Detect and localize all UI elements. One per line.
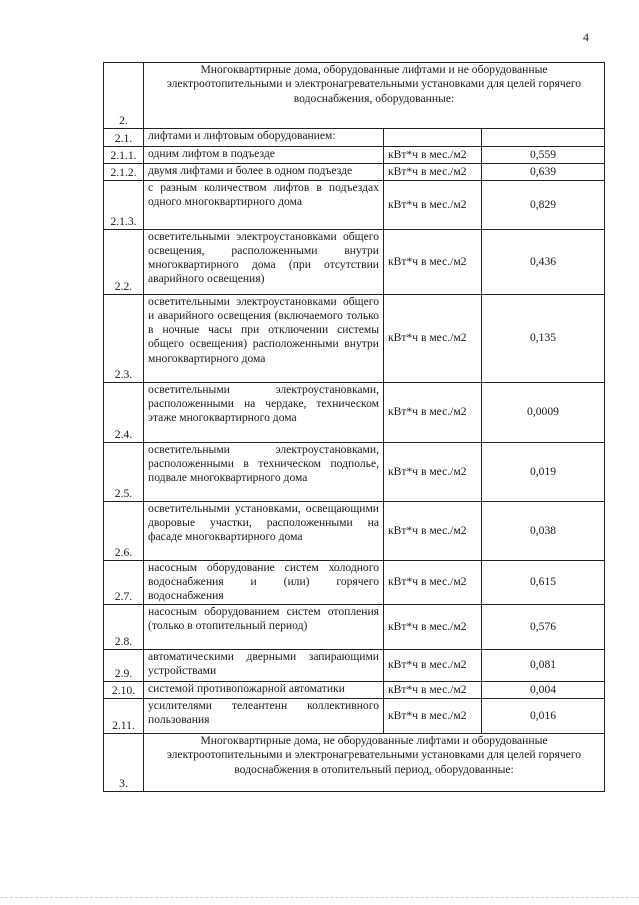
section-header-row bbox=[104, 63, 605, 129]
section-title: Многоквартирные дома, не оборудованные лифтами и оборудованные электроотопительными и электронагревательными установками для целей горячего водоснабжения в отопительный период, оборудованные: bbox=[144, 734, 605, 792]
unit-of-measure: кВт*ч в мес./м2 bbox=[384, 230, 482, 295]
unit-of-measure bbox=[384, 129, 482, 147]
equipment-description: насосным оборудование систем холодного водоснабжения и (или) горячего водоснабжения bbox=[144, 561, 384, 605]
norm-value: 0,576 bbox=[482, 605, 605, 650]
norm-value bbox=[482, 129, 605, 147]
unit-of-measure: кВт*ч в мес./м2 bbox=[384, 164, 482, 181]
unit-of-measure: кВт*ч в мес./м2 bbox=[384, 682, 482, 699]
row-number: 2.8. bbox=[104, 605, 144, 650]
row-number: 2.4. bbox=[104, 383, 144, 443]
table-row bbox=[104, 147, 605, 164]
equipment-description: усилителями телеантенн коллективного пользования bbox=[144, 699, 384, 734]
row-number: 2.1.3. bbox=[104, 181, 144, 230]
norm-value: 0,559 bbox=[482, 147, 605, 164]
scan-edge-line bbox=[0, 897, 639, 898]
unit-of-measure: кВт*ч в мес./м2 bbox=[384, 443, 482, 502]
row-number: 2.9. bbox=[104, 650, 144, 682]
table-row bbox=[104, 502, 605, 561]
section-title: Многоквартирные дома, оборудованные лифтами и не оборудованные электроотопительными и электронагревательными установками для целей горячего водоснабжения, оборудованные: bbox=[144, 63, 605, 129]
norm-value: 0,615 bbox=[482, 561, 605, 605]
section-header-row bbox=[104, 734, 605, 792]
table-row bbox=[104, 605, 605, 650]
norm-value: 0,135 bbox=[482, 295, 605, 383]
norm-value: 0,004 bbox=[482, 682, 605, 699]
row-number: 2.6. bbox=[104, 502, 144, 561]
equipment-description: осветительными электроустановками, расположенными в техническом подполье, подвале многоквартирного дома bbox=[144, 443, 384, 502]
equipment-description: с разным количеством лифтов в подъездах одного многоквартирного дома bbox=[144, 181, 384, 230]
table-row bbox=[104, 650, 605, 682]
equipment-description: лифтами и лифтовым оборудованием: bbox=[144, 129, 384, 147]
norm-value: 0,016 bbox=[482, 699, 605, 734]
equipment-description: насосным оборудованием систем отопления (только в отопительный период) bbox=[144, 605, 384, 650]
row-number: 3. bbox=[104, 734, 144, 792]
unit-of-measure: кВт*ч в мес./м2 bbox=[384, 147, 482, 164]
unit-of-measure: кВт*ч в мес./м2 bbox=[384, 650, 482, 682]
unit-of-measure: кВт*ч в мес./м2 bbox=[384, 699, 482, 734]
row-number: 2.3. bbox=[104, 295, 144, 383]
table-row bbox=[104, 682, 605, 699]
equipment-description: осветительными электроустановками общего освещения, расположенными внутри многоквартирного дома (при отсутствии аварийного освещения) bbox=[144, 230, 384, 295]
equipment-description: осветительными установками, освещающими дворовые участки, расположенными на фасаде многоквартирного дома bbox=[144, 502, 384, 561]
row-number: 2.1.2. bbox=[104, 164, 144, 181]
page-number: 4 bbox=[583, 30, 589, 44]
unit-of-measure: кВт*ч в мес./м2 bbox=[384, 295, 482, 383]
row-number: 2.1. bbox=[104, 129, 144, 147]
unit-of-measure: кВт*ч в мес./м2 bbox=[384, 502, 482, 561]
row-number: 2. bbox=[104, 63, 144, 129]
table-row bbox=[104, 181, 605, 230]
equipment-description: двумя лифтами и более в одном подъезде bbox=[144, 164, 384, 181]
row-number: 2.5. bbox=[104, 443, 144, 502]
row-number: 2.2. bbox=[104, 230, 144, 295]
equipment-description: системой противопожарной автоматики bbox=[144, 682, 384, 699]
row-number: 2.10. bbox=[104, 682, 144, 699]
row-number: 2.1.1. bbox=[104, 147, 144, 164]
table-row bbox=[104, 230, 605, 295]
norm-value: 0,436 bbox=[482, 230, 605, 295]
row-number: 2.7. bbox=[104, 561, 144, 605]
norm-value: 0,038 bbox=[482, 502, 605, 561]
unit-of-measure: кВт*ч в мес./м2 bbox=[384, 383, 482, 443]
equipment-description: осветительными электроустановками общего и аварийного освещения (включаемого только в ночные часы при отключении системы общего освещения) расположенными внутри многоквартирного дома bbox=[144, 295, 384, 383]
row-number: 2.11. bbox=[104, 699, 144, 734]
table-row bbox=[104, 295, 605, 383]
table-row bbox=[104, 129, 605, 147]
norm-value: 0,019 bbox=[482, 443, 605, 502]
equipment-description: одним лифтом в подъезде bbox=[144, 147, 384, 164]
unit-of-measure: кВт*ч в мес./м2 bbox=[384, 561, 482, 605]
unit-of-measure: кВт*ч в мес./м2 bbox=[384, 605, 482, 650]
norm-value: 0,639 bbox=[482, 164, 605, 181]
table-row bbox=[104, 443, 605, 502]
norm-value: 0,829 bbox=[482, 181, 605, 230]
equipment-description: осветительными электроустановками, расположенными на чердаке, техническом этаже многоквартирного дома bbox=[144, 383, 384, 443]
unit-of-measure: кВт*ч в мес./м2 bbox=[384, 181, 482, 230]
norm-value: 0,081 bbox=[482, 650, 605, 682]
equipment-description: автоматическими дверными запирающими устройствами bbox=[144, 650, 384, 682]
table-row bbox=[104, 561, 605, 605]
table-row bbox=[104, 383, 605, 443]
consumption-norms-table bbox=[103, 62, 605, 792]
table-row bbox=[104, 164, 605, 181]
table-row bbox=[104, 699, 605, 734]
norm-value: 0,0009 bbox=[482, 383, 605, 443]
